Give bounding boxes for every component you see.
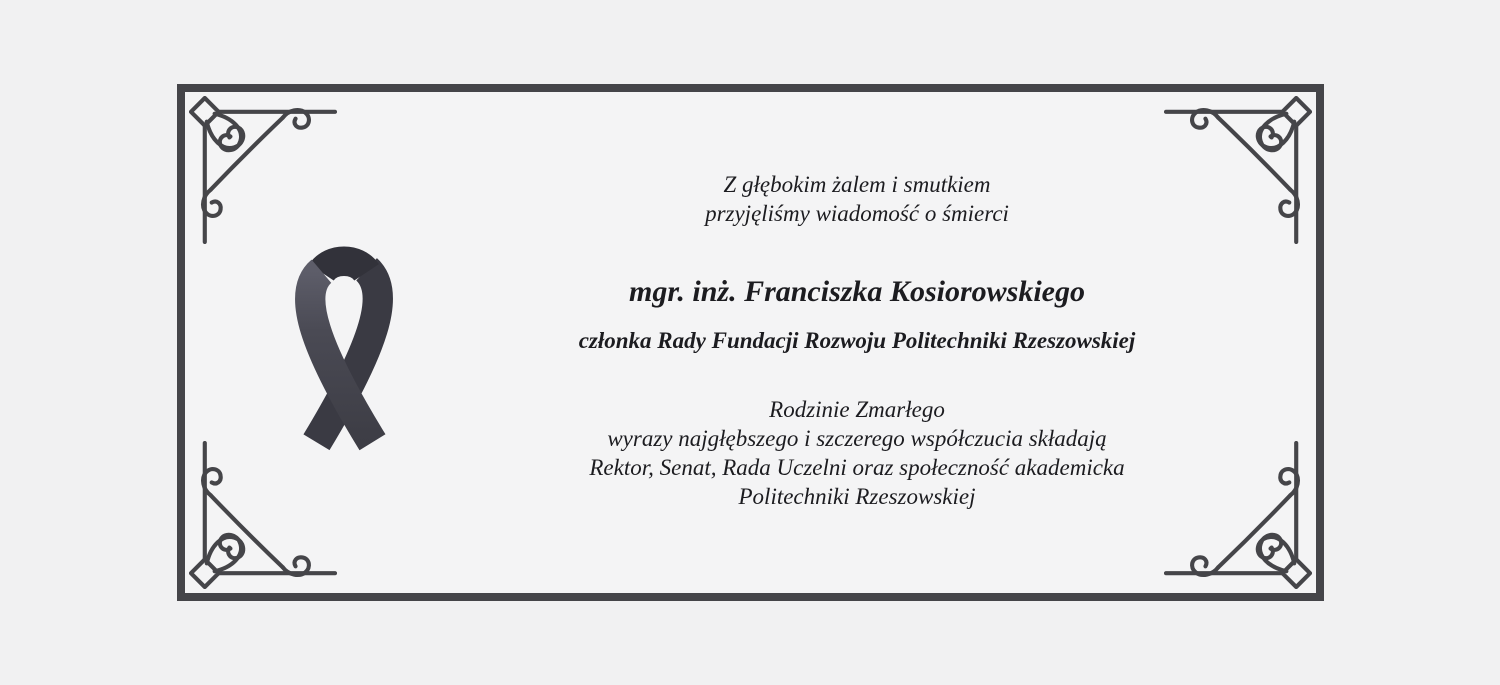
intro-line-2: przyjęliśmy wiadomość o śmierci xyxy=(705,201,1009,227)
intro-text xyxy=(527,170,1187,229)
corner-flourish-bottom-left-icon xyxy=(189,441,337,589)
condolence-line-1: Rodzinie Zmarłego xyxy=(769,397,945,423)
condolence-text xyxy=(527,396,1187,512)
deceased-name: mgr. inż. Franciszka Kosiorowskiego xyxy=(629,274,1085,308)
deceased-role: członka Rady Fundacji Rozwoju Politechniki Rzeszowskiej xyxy=(578,327,1136,353)
condolence-line-2: wyrazy najgłębszego i szczerego współczucia składają xyxy=(607,426,1107,452)
corner-flourish-top-left-icon xyxy=(189,96,337,244)
intro-line-1: Z głębokim żalem i smutkiem xyxy=(723,172,991,197)
mourning-ribbon-icon xyxy=(270,232,418,458)
condolence-line-3: Rektor, Senat, Rada Uczelni oraz społeczność akademicka xyxy=(589,455,1125,481)
condolence-line-4: Politechniki Rzeszowskiej xyxy=(738,484,976,510)
notice-text xyxy=(527,170,1187,512)
memorial-card xyxy=(177,84,1324,601)
